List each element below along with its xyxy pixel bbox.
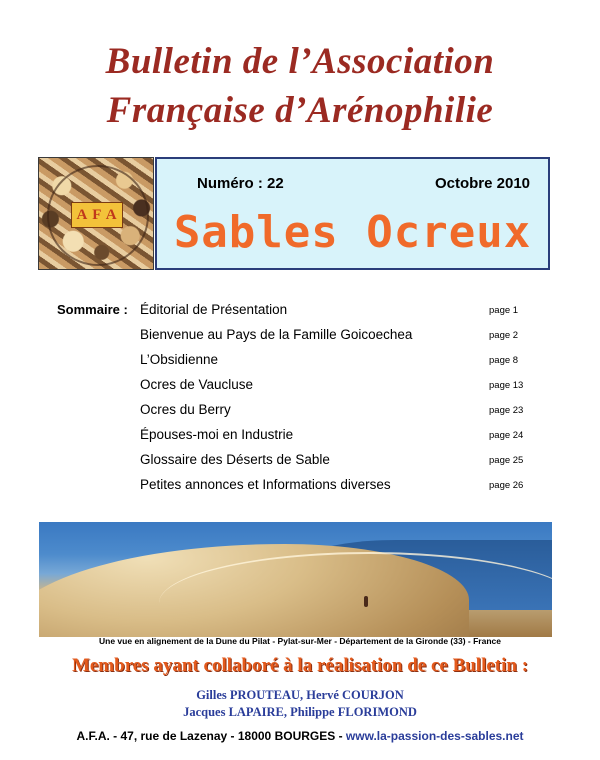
footer-website-link[interactable]: www.la-passion-des-sables.net <box>345 729 524 743</box>
toc-heading: Sommaire : <box>57 302 128 317</box>
afa-logo <box>38 157 154 270</box>
contributors-line2: Jacques LAPAIRE, Philippe FLORIMOND <box>183 705 417 719</box>
toc-item-title: Éditorial de Présentation <box>140 302 288 317</box>
toc-item <box>0 477 600 497</box>
toc-item <box>0 302 600 322</box>
toc-item <box>0 452 600 472</box>
toc-item <box>0 427 600 447</box>
footer-address: A.F.A. - 47, rue de Lazenay - 18000 BOURGES - <box>76 729 346 743</box>
toc-item-page: page 23 <box>489 405 524 416</box>
toc-item-title: Bienvenue au Pays de la Famille Goicoechea <box>140 327 413 342</box>
logo-badge: A F A <box>71 202 123 228</box>
dune-photo <box>39 522 552 637</box>
toc-item-title: Ocres du Berry <box>140 402 231 417</box>
issue-theme: Sables Ocreux <box>173 207 532 258</box>
issue-header-box <box>155 157 550 270</box>
footer-address-line <box>0 729 600 743</box>
issue-date: Octobre 2010 <box>434 175 530 192</box>
toc-item-page: page 1 <box>489 305 519 316</box>
bulletin-title-line2: Française d’Arénophilie <box>106 90 494 131</box>
photo-caption: Une vue en alignement de la Dune du Pilat - Pylat-sur-Mer - Département de la Gironde (33) - France <box>99 636 501 646</box>
toc-item <box>0 377 600 397</box>
bulletin-title-line1: Bulletin de l’Association <box>105 41 495 82</box>
toc-item <box>0 327 600 347</box>
toc-item <box>0 402 600 422</box>
toc-item <box>0 352 600 372</box>
toc-item-page: page 24 <box>489 430 524 441</box>
toc-item-page: page 8 <box>489 355 519 366</box>
photo-walker <box>364 596 368 607</box>
toc-item-title: L’Obsidienne <box>140 352 219 367</box>
toc-item-title: Épouses-moi en Industrie <box>140 427 294 442</box>
toc-item-page: page 13 <box>489 380 524 391</box>
contributors-line1: Gilles PROUTEAU, Hervé COURJON <box>196 688 404 702</box>
toc-item-title: Glossaire des Déserts de Sable <box>140 452 330 467</box>
issue-number: Numéro : 22 <box>197 175 284 192</box>
toc-item-title: Petites annonces et Informations diverses <box>140 477 391 492</box>
toc-item-title: Ocres de Vaucluse <box>140 377 254 392</box>
toc-item-page: page 26 <box>489 480 524 491</box>
contributors-heading: Membres ayant collaboré à la réalisation de ce Bulletin : <box>71 655 529 676</box>
toc-item-page: page 2 <box>489 330 519 341</box>
toc-item-page: page 25 <box>489 455 524 466</box>
